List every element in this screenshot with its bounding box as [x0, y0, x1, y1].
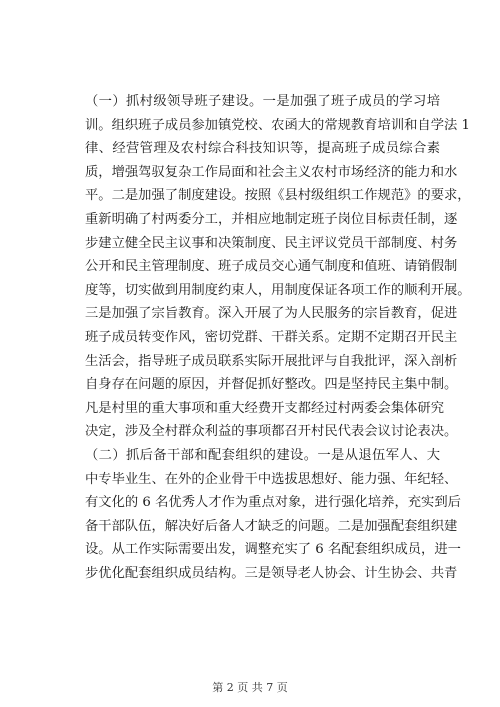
paragraph-line: 训。组织班子成员参加镇党校、农函大的常规教育培训和自学法 1 — [85, 117, 470, 133]
paragraph-line: 生活会，指导班子成员联系实际开展批评与自我批评，深入剖析 — [85, 353, 458, 369]
paragraph-line: （二）抓后备干部和配套组织的建设。一是从退伍军人、大 — [85, 447, 440, 463]
paragraph-line: 公开和民主管理制度、班子成员交心通气制度和值班、请销假制 — [85, 259, 458, 275]
paragraph-line: 凡是村里的重大事项和重大经费开支都经过村两委会集体研究 — [85, 400, 445, 416]
paragraph-line: 质，增强驾驭复杂工作局面和社会主义农村市场经济的能力和水 — [85, 164, 458, 180]
paragraph-line: 重新明确了村两委分工，并相应地制定班子岗位目标责任制，逐 — [85, 211, 458, 227]
paragraph-line: 设。从工作实际需要出发，调整充实了 6 名配套组织成员，进一 — [85, 542, 461, 558]
paragraph-line: 决定，涉及全村群众利益的事项都召开村民代表会议讨论表决。 — [85, 424, 458, 440]
paragraph-line: 步优化配套组织成员结构。三是领导老人协会、计生协会、共青 — [85, 565, 458, 581]
paragraph-line: （一）抓村级领导班子建设。一是加强了班子成员的学习培 — [85, 94, 440, 109]
body-text — [85, 90, 471, 585]
paragraph-line: 自身存在问题的原因，并督促抓好整改。四是坚持民主集中制。 — [85, 377, 458, 393]
paragraph-line: 律、经营管理及农村综合科技知识等，提高班子成员综合素 — [85, 141, 440, 157]
paragraph-line: 三是加强了宗旨教育。深入开展了为人民服务的宗旨教育，促进 — [85, 306, 458, 322]
paragraph-line: 中专毕业生、在外的企业骨干中选拔思想好、能力强、年纪轻、 — [85, 471, 458, 487]
page-footer: 第 2 页 共 7 页 — [212, 681, 288, 694]
paragraph-line: 备干部队伍，解决好后备人才缺乏的问题。二是加强配套组织建 — [85, 518, 458, 534]
paragraph-line: 有文化的 6 名优秀人才作为重点对象，进行强化培养，充实到后 — [85, 495, 461, 511]
paragraph-line: 平。二是加强了制度建设。按照《县村级组织工作规范》的要求， — [85, 188, 471, 204]
paragraph-line: 班子成员转变作风，密切党群、干群关系。定期不定期召开民主 — [85, 329, 458, 345]
paragraph-line: 步建立健全民主议事和决策制度、民主评议党员干部制度、村务 — [85, 235, 458, 251]
paragraph-line: 度等，切实做到用制度约束人，用制度保证各项工作的顺利开展。 — [85, 282, 471, 298]
